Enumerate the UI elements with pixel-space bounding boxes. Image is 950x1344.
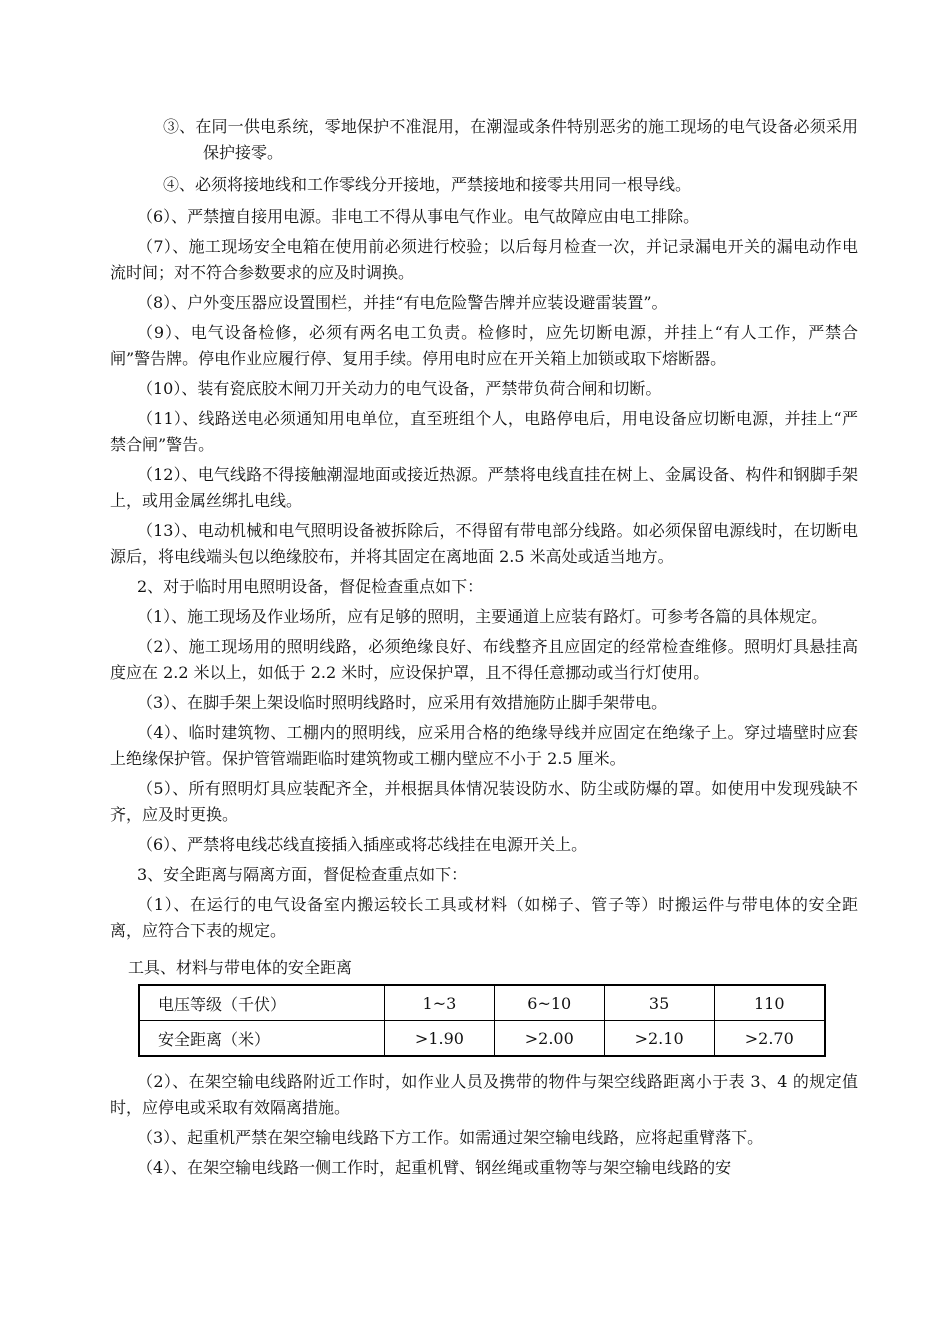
paragraph: （3）、起重机严禁在架空输电线路下方工作。如需通过架空输电线路，应将起重臂落下。	[137, 1128, 764, 1147]
page-content	[110, 114, 858, 1185]
paragraph: （11）、线路送电必须通知用电单位，直至班组个人，电路停电后，用电设备应切断电源，并挂上“严禁合闸”警告。	[110, 409, 858, 454]
paragraph: （4）、临时建筑物、工棚内的照明线，应采用合格的绝缘导线并应固定在绝缘子上。穿过墙壁时应套上绝缘保护管。保护管管端距临时建筑物或工棚内壁应不小于 2.5 厘米。	[110, 723, 858, 768]
paragraph: （6）、严禁擅自接用电源。非电工不得从事电气作业。电气故障应由电工排除。	[137, 207, 700, 226]
section-heading: 2、对于临时用电照明设备，督促检查重点如下：	[137, 577, 484, 596]
paragraph: （8）、户外变压器应设置围栏，并挂“有电危险警告牌并应装设避雷装置”。	[137, 293, 668, 312]
paragraph: （2）、在架空输电线路附近工作时，如作业人员及携带的物件与架空线路距离小于表 3、4 的规定值时，应停电或采取有效隔离措施。	[110, 1072, 858, 1117]
table-row	[139, 985, 825, 1021]
paragraph: （10）、装有瓷底胶木闸刀开关动力的电气设备，严禁带负荷合闸和切断。	[137, 379, 662, 398]
paragraph: （12）、电气线路不得接触潮湿地面或接近热源。严禁将电线直挂在树上、金属设备、构件和钢脚手架上，或用金属丝绑扎电线。	[110, 465, 858, 510]
table-cell: >1.90	[385, 1021, 495, 1057]
paragraph: （2）、施工现场用的照明线路，必须绝缘良好、布线整齐且应固定的经常检查维修。照明灯具悬挂高度应在 2.2 米以上，如低于 2.2 米时，应设保护罩，且不得任意挪动或当行灯使用。	[110, 637, 858, 682]
paragraph: （13）、电动机械和电气照明设备被拆除后，不得留有带电部分线路。如必须保留电源线时，在切断电源后，将电线端头包以绝缘胶布，并将其固定在离地面 2.5 米高处或适当地方。	[110, 521, 858, 566]
table-caption: 工具、材料与带电体的安全距离	[128, 958, 353, 977]
paragraph: （1）、在运行的电气设备室内搬运较长工具或材料（如梯子、管子等）时搬运件与带电体的安全距离，应符合下表的规定。	[110, 895, 858, 940]
paragraph: （6）、严禁将电线芯线直接插入插座或将芯线挂在电源开关上。	[137, 835, 588, 854]
table-row-header: 安全距离（米）	[139, 1021, 385, 1057]
paragraph: ④、必须将接地线和工作零线分开接地，严禁接地和接零共用同一根导线。	[163, 175, 692, 194]
paragraph: （4）、在架空输电线路一侧工作时，起重机臂、钢丝绳或重物等与架空输电线路的安	[137, 1158, 732, 1177]
paragraph: （3）、在脚手架上架设临时照明线路时，应采用有效措施防止脚手架带电。	[137, 693, 668, 712]
safety-distance-table	[138, 984, 826, 1057]
section-heading: 3、安全距离与隔离方面，督促检查重点如下：	[137, 865, 468, 884]
paragraph: （7）、施工现场安全电箱在使用前必须进行校验；以后每月检查一次，并记录漏电开关的漏电动作电流时间；对不符合参数要求的应及时调换。	[110, 237, 858, 282]
table-cell: >2.70	[714, 1021, 825, 1057]
paragraph: （1）、施工现场及作业场所，应有足够的照明，主要通道上应装有路灯。可参考各篇的具体规定。	[137, 607, 828, 626]
table-cell: 1~3	[385, 985, 495, 1021]
paragraph: （9）、电气设备检修，必须有两名电工负责。检修时，应先切断电源，并挂上“有人工作，严禁合闸”警告牌。停电作业应履行停、复用手续。停用电时应在开关箱上加锁或取下熔断器。	[110, 323, 858, 368]
paragraph: （5）、所有照明灯具应装配齐全，并根据具体情况装设防水、防尘或防爆的罩。如使用中发现残缺不齐，应及时更换。	[110, 779, 858, 824]
table-cell: 35	[604, 985, 714, 1021]
table-cell: >2.00	[494, 1021, 604, 1057]
table-cell: 6~10	[494, 985, 604, 1021]
table-cell: 110	[714, 985, 825, 1021]
table-cell: >2.10	[604, 1021, 714, 1057]
table-row-header: 电压等级（千伏）	[139, 985, 385, 1021]
table-row	[139, 1021, 825, 1057]
paragraph: ③、在同一供电系统，零地保护不准混用，在潮湿或条件特别恶劣的施工现场的电气设备必须采用保护接零。	[163, 117, 858, 162]
